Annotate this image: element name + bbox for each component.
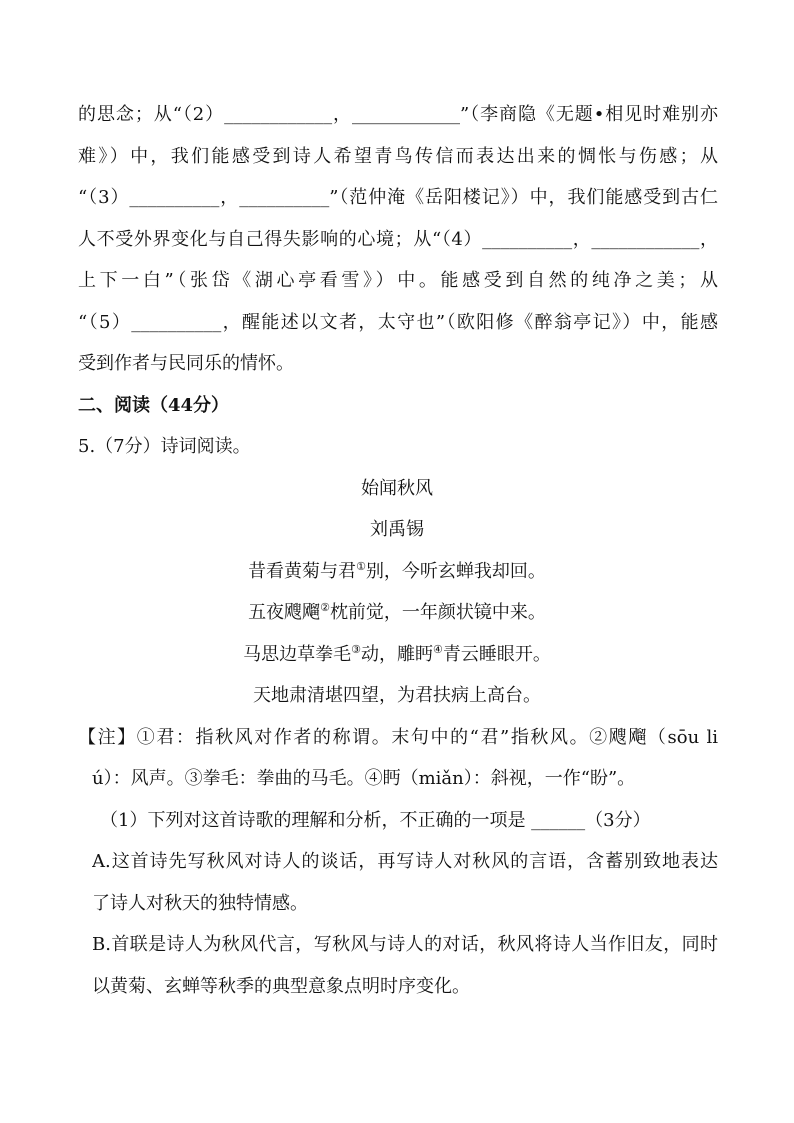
poem-line-1 [0,560,794,586]
poem-line-4: 天地肃清堪四望，为君扶病上高台。 [253,685,541,706]
poem-line-2-b: 枕前觉，一年颜状镜中来。 [329,602,546,623]
footnote-mark-4: ④ [433,643,443,656]
poem-title: 始闻秋风 [361,478,433,499]
passage-line-4: 人不受外界变化与自己得失影响的心境；从“（4）__________，____________， [78,229,718,250]
option-b-line-1: B.首联是诗人为秋风代言，写秋风与诗人的对话，秋风将诗人当作旧友，同时 [92,934,718,955]
poem-line-3 [0,643,794,669]
poem-line-1-b: 别，今听玄蝉我却回。 [365,561,546,582]
option-a-line-1: A.这首诗先写秋风对诗人的谈话，再写诗人对秋风的言语，含蓄别致地表达 [92,851,718,872]
poem-line-3-a: 马思边草拳毛 [243,644,352,665]
passage-line-2: 难》）中，我们能感受到诗人希望青鸟传信而表达出来的惆怅与伤感；从 [78,146,718,167]
footnote-mark-1: ① [356,560,366,573]
poem-line-3-b: 动，雕眄 [361,644,433,665]
option-a-line-2: 了诗人对秋天的独特情感。 [92,893,308,914]
option-b-line-2: 以黄菊、玄蝉等秋季的典型意象点明时序变化。 [92,976,470,997]
poem-line-1-a: 昔看黄菊与君 [248,561,357,582]
section-heading: 二、阅读（44分） [78,395,230,416]
passage-line-1: 的思念；从“（2）____________，____________”（李商隐《无题•相见时难别亦 [78,104,718,125]
question-label: 5.（7分）诗词阅读。 [78,436,251,457]
poem-line-3-c: 青云睡眼开。 [442,644,551,665]
notes-line-2: ú）：风声。③拳毛：拳曲的马毛。④眄（miǎn）：斜视，一作“盼”。 [92,768,636,789]
notes-line-1: 【注】①君：指秋风对作者的称谓。末句中的“君”指秋风。②飕飗（sōu li [78,727,718,748]
footnote-mark-2: ② [320,601,330,614]
subquestion-1: （1）下列对这首诗歌的理解和分析，不正确的一项是 ______（3分） [100,810,651,831]
passage-line-6: “（5）__________，醒能述以文者，太守也”（欧阳修《醉翁亭记》）中，能感 [78,312,718,333]
poem-line-2 [0,601,794,627]
poem-line-2-a: 五夜飕飗 [248,602,321,623]
poem-author: 刘禹锡 [370,519,424,540]
passage-line-3: “（3）__________，__________”（范仲淹《岳阳楼记》）中，我们能感受到古仁 [78,187,718,208]
footnote-mark-3: ③ [351,643,361,656]
passage-line-5: 上下一白”（张岱《湖心亭看雪》）中。能感受到自然的纯净之美；从 [78,270,718,291]
passage-line-7: 受到作者与民同乐的情怀。 [78,353,294,374]
